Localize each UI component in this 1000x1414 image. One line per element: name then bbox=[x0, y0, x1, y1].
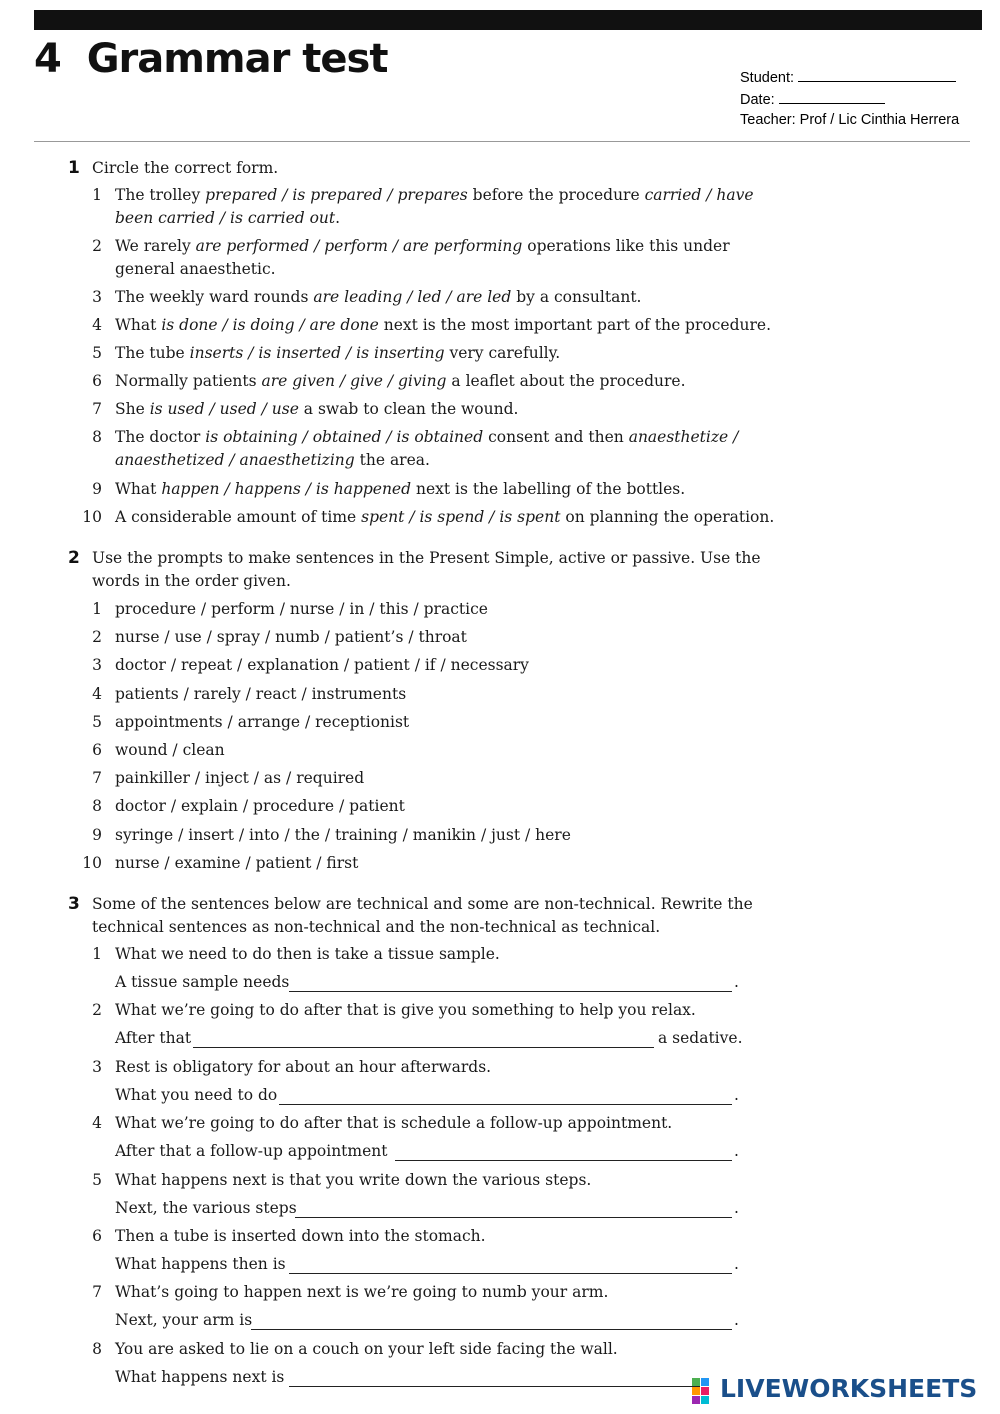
ex3-item-question: What we’re going to do after that is give you something to help you relax. bbox=[115, 1001, 696, 1020]
ex2-instruction-2: words in the order given. bbox=[92, 572, 291, 590]
footer-brand: LIVEWORKSHEETS bbox=[720, 1374, 978, 1403]
ex3-answer-blank[interactable] bbox=[295, 1217, 732, 1218]
ex1-item-line bbox=[115, 288, 641, 306]
ex2-item-prompt: appointments / arrange / receptionist bbox=[115, 712, 410, 731]
ex3-item-ending: . bbox=[734, 1255, 739, 1273]
ex2-item-number: 1 bbox=[92, 600, 102, 618]
ex2-item-number: 7 bbox=[92, 769, 102, 788]
ex3-item-number: 7 bbox=[92, 1283, 102, 1302]
ex3-item-prompt: After that bbox=[115, 1029, 192, 1048]
ex1-item-line bbox=[115, 400, 518, 418]
ex1-item-number: 4 bbox=[92, 316, 102, 334]
ex3-item-number: 1 bbox=[92, 945, 102, 963]
ex1-text: Normally patients bbox=[115, 372, 262, 390]
ex3-answer-blank[interactable] bbox=[193, 1047, 654, 1048]
ex2-item-prompt: nurse / examine / patient / first bbox=[115, 853, 359, 872]
ex1-options: are leading / led / are led bbox=[313, 288, 512, 306]
top-bar bbox=[34, 10, 982, 30]
ex1-text: consent and then bbox=[483, 428, 629, 446]
ex1-text: by a consultant. bbox=[511, 288, 642, 306]
ex1-item-line bbox=[115, 428, 738, 446]
ex3-item-number: 8 bbox=[92, 1339, 102, 1358]
ex1-options: inserts / is inserted / is inserting bbox=[189, 344, 445, 362]
ex3-item-prompt: What happens next is bbox=[115, 1367, 285, 1386]
ex1-item-number: 7 bbox=[92, 400, 102, 418]
ex3-instruction-1: Some of the sentences below are technical and some are non-technical. Rewrite the bbox=[92, 895, 753, 913]
ex3-item-question: What’s going to happen next is we’re going to numb your arm. bbox=[115, 1283, 609, 1302]
ex2-item-prompt: wound / clean bbox=[115, 741, 225, 759]
teacher-label: Teacher: Prof / Lic Cinthia Herrera bbox=[740, 112, 960, 128]
ex1-text: . bbox=[335, 209, 341, 227]
ex1-item-line bbox=[115, 316, 771, 334]
ex1-text: general anaesthetic. bbox=[115, 260, 276, 278]
ex3-item-prompt: After that a follow-up appointment bbox=[115, 1142, 388, 1161]
ex1-item-line2 bbox=[115, 451, 430, 469]
liveworksheets-logo-icon bbox=[692, 1378, 718, 1404]
ex3-item-question: Rest is obligatory for about an hour afterwards. bbox=[115, 1057, 492, 1076]
ex2-instruction-1: Use the prompts to make sentences in the Present Simple, active or passive. Use the bbox=[92, 549, 761, 567]
ex3-item-ending: a sedative. bbox=[658, 1029, 743, 1048]
ex3-item-prompt: A tissue sample needs bbox=[115, 973, 290, 991]
ex3-item-prompt: What happens then is bbox=[115, 1255, 286, 1273]
ex1-text: a swab to clean the wound. bbox=[298, 400, 519, 418]
ex2-item-prompt: doctor / explain / procedure / patient bbox=[115, 797, 405, 816]
ex3-item-question: What we need to do then is take a tissue sample. bbox=[115, 945, 500, 963]
ex1-number: 1 bbox=[68, 158, 80, 178]
ex3-item-question: Then a tube is inserted down into the stomach. bbox=[115, 1227, 486, 1245]
header-divider bbox=[34, 141, 970, 142]
ex1-options: been carried / is carried out bbox=[115, 209, 336, 227]
ex1-text: next is the most important part of the procedure. bbox=[378, 316, 771, 334]
ex3-item-ending: . bbox=[734, 1085, 739, 1104]
ex1-item-number: 5 bbox=[92, 344, 102, 362]
ex1-options: prepared / is prepared / prepares bbox=[205, 186, 468, 204]
ex1-options: is done / is doing / are done bbox=[161, 316, 379, 334]
ex1-options: carried / have bbox=[644, 186, 754, 204]
ex1-options: anaesthetize / bbox=[628, 428, 739, 446]
ex3-item-number: 5 bbox=[92, 1170, 102, 1189]
ex1-text: She bbox=[115, 400, 150, 418]
ex1-item-line bbox=[115, 480, 685, 498]
ex2-item-prompt: patients / rarely / react / instruments bbox=[115, 684, 407, 703]
ex3-item-ending: . bbox=[734, 1198, 739, 1217]
ex1-item-number: 1 bbox=[92, 186, 102, 204]
ex1-text: before the procedure bbox=[467, 186, 645, 204]
ex3-item-question: What we’re going to do after that is schedule a follow-up appointment. bbox=[115, 1114, 673, 1133]
ex1-text: on planning the operation. bbox=[560, 508, 775, 526]
ex1-item-line bbox=[115, 344, 560, 362]
ex2-item-number: 2 bbox=[92, 628, 102, 647]
ex1-text: We rarely bbox=[115, 237, 196, 255]
ex3-answer-blank[interactable] bbox=[289, 1386, 700, 1387]
ex1-item-line bbox=[115, 237, 730, 255]
ex3-item-question: What happens next is that you write down the various steps. bbox=[115, 1170, 592, 1189]
ex1-options: is used / used / use bbox=[149, 400, 299, 418]
ex1-item-number: 10 bbox=[82, 508, 102, 526]
ex2-item-number: 4 bbox=[92, 684, 102, 703]
ex3-answer-blank[interactable] bbox=[289, 991, 732, 992]
ex3-item-number: 6 bbox=[92, 1227, 102, 1245]
ex1-options: are given / give / giving bbox=[261, 372, 447, 390]
ex3-item-ending: . bbox=[734, 1142, 739, 1161]
ex1-text: The trolley bbox=[115, 186, 206, 204]
ex3-item-prompt: Next, the various steps bbox=[115, 1198, 297, 1217]
ex2-item-prompt: procedure / perform / nurse / in / this / practice bbox=[115, 600, 488, 618]
ex1-text: the area. bbox=[354, 451, 430, 469]
ex3-instruction-2: technical sentences as non-technical and the non-technical as technical. bbox=[92, 918, 661, 936]
ex1-options: anaesthetized / anaesthetizing bbox=[115, 451, 355, 469]
ex3-item-ending: . bbox=[734, 1311, 739, 1330]
ex3-item-ending: . bbox=[734, 973, 739, 991]
ex1-text: A considerable amount of time bbox=[115, 508, 362, 526]
ex2-number: 2 bbox=[68, 548, 80, 568]
ex1-text: very carefully. bbox=[444, 344, 561, 362]
ex1-item-number: 9 bbox=[92, 480, 102, 498]
ex1-options: is obtaining / obtained / is obtained bbox=[205, 428, 484, 446]
ex1-item-line bbox=[115, 508, 774, 526]
ex1-item-line bbox=[115, 372, 686, 390]
ex1-text: What bbox=[115, 480, 162, 498]
ex1-text: next is the labelling of the bottles. bbox=[411, 480, 686, 498]
ex3-answer-blank[interactable] bbox=[251, 1329, 732, 1330]
ex2-item-number: 5 bbox=[92, 712, 102, 731]
student-field[interactable]: Student: bbox=[740, 68, 956, 86]
ex1-text: The weekly ward rounds bbox=[115, 288, 314, 306]
ex3-answer-blank[interactable] bbox=[395, 1160, 732, 1161]
ex3-item-number: 2 bbox=[92, 1001, 102, 1020]
ex1-options: spent / is spend / is spent bbox=[361, 508, 561, 526]
ex1-instruction: Circle the correct form. bbox=[92, 159, 279, 177]
ex2-item-number: 9 bbox=[92, 825, 102, 844]
ex1-item-number: 8 bbox=[92, 428, 102, 446]
ex1-text: The doctor bbox=[115, 428, 206, 446]
ex3-number: 3 bbox=[68, 894, 80, 914]
ex1-item-number: 6 bbox=[92, 372, 102, 390]
ex2-item-number: 8 bbox=[92, 797, 102, 816]
ex1-options: happen / happens / is happened bbox=[161, 480, 412, 498]
ex2-item-prompt: painkiller / inject / as / required bbox=[115, 769, 365, 788]
date-field[interactable]: Date: bbox=[740, 90, 885, 108]
ex2-item-number: 3 bbox=[92, 656, 102, 675]
ex1-item-line2 bbox=[115, 209, 340, 227]
ex1-options: are performed / perform / are performing bbox=[195, 237, 523, 255]
ex2-item-number: 6 bbox=[92, 741, 102, 759]
ex2-item-prompt: syringe / insert / into / the / training / manikin / just / here bbox=[115, 825, 571, 844]
ex2-item-number: 10 bbox=[82, 853, 102, 872]
ex2-item-prompt: doctor / repeat / explanation / patient / if / necessary bbox=[115, 656, 529, 675]
ex1-text: a leaflet about the procedure. bbox=[446, 372, 686, 390]
ex3-item-question: You are asked to lie on a couch on your left side facing the wall. bbox=[115, 1339, 618, 1358]
ex1-text: operations like this under bbox=[522, 237, 730, 255]
ex1-item-number: 2 bbox=[92, 237, 102, 255]
ex1-text: What bbox=[115, 316, 162, 334]
page-title: 4 Grammar test bbox=[34, 36, 388, 82]
ex1-item-line2 bbox=[115, 260, 276, 278]
ex3-item-number: 3 bbox=[92, 1057, 102, 1076]
ex3-item-prompt: Next, your arm is bbox=[115, 1311, 253, 1330]
ex1-item-line bbox=[115, 186, 754, 204]
ex3-item-prompt: What you need to do bbox=[115, 1085, 278, 1104]
ex3-answer-blank[interactable] bbox=[289, 1273, 732, 1274]
ex2-item-prompt: nurse / use / spray / numb / patient’s / throat bbox=[115, 628, 467, 647]
ex3-answer-blank[interactable] bbox=[279, 1104, 732, 1105]
ex1-text: The tube bbox=[115, 344, 190, 362]
ex1-item-number: 3 bbox=[92, 288, 102, 306]
ex3-item-number: 4 bbox=[92, 1114, 102, 1133]
